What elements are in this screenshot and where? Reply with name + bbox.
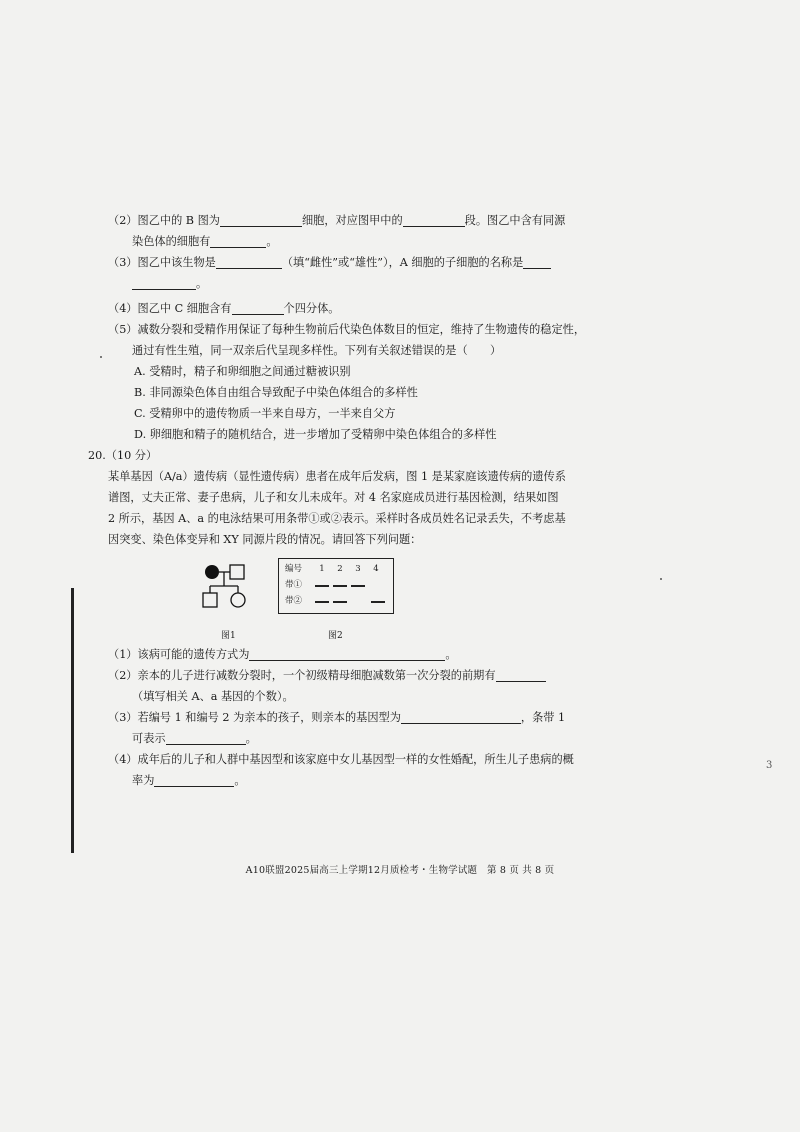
band1-row: 带① [285,578,389,592]
answer-blank[interactable] [216,254,282,269]
q5-line2: 通过有性生殖，同一双亲后代呈现多样性。下列有关叙述错误的是（ ） [132,344,502,357]
q3-line2: 。 [108,273,578,294]
band-mark [351,585,365,587]
band2-row: 带② [285,594,389,608]
q2-line1: （2）图乙中的 B 图为 细胞，对应图甲中的 段。图乙中含有同源 [108,214,566,227]
pedigree-chart [202,562,256,626]
figure-area [108,556,578,640]
answer-blank[interactable] [220,212,302,227]
q20-stem-line: 因突变、染色体变异和 XY 同源片段的情况。请回答下列问题： [108,533,422,546]
band-mark [333,601,347,603]
q20-stem-line: 谱图，丈夫正常、妻子患病，儿子和女儿未成年。对 4 名家庭成员进行基因检测，结果如图 [108,491,559,504]
answer-blank[interactable] [523,254,551,269]
daughter-circle [231,593,245,607]
q5-line1: （5）减数分裂和受精作用保证了每种生物前后代染色体数目的恒定，维持了生物遗传的稳定性， [108,323,586,336]
scan-edge-line [71,588,74,853]
answer-blank[interactable] [496,667,546,682]
s4-line1: （4）成年后的儿子和人群中基因型和该家庭中女儿基因型一样的女性婚配，所生儿子患病的概 [108,753,574,766]
answer-blank[interactable] [249,646,445,661]
electrophoresis-table [278,558,394,614]
s2-line1: （2）亲本的儿子进行减数分裂时，一个初级精母细胞减数第一次分裂的前期有 [108,665,578,686]
q5-option-b[interactable]: B. 非同源染色体自由组合导致配子中染色体组合的多样性 [134,386,418,399]
s3-line2: 可表示 。 [132,732,257,745]
answer-blank[interactable] [401,709,521,724]
table-header-row: 编号 1 2 3 4 [285,564,379,574]
mother-affected-circle [205,565,219,579]
q4-line: （4）图乙中 C 细胞含有 个四分体。 [108,302,340,315]
answer-blank[interactable] [232,300,284,315]
edge-page-mark: 3 [766,760,773,771]
band-mark [371,601,385,603]
s1-line: （1）该病可能的遗传方式为 。 [108,648,457,661]
scan-speck [660,578,662,580]
q5-option-d[interactable]: D. 卵细胞和精子的随机结合，进一步增加了受精卵中染色体组合的多样性 [134,428,497,441]
band-mark [315,601,329,603]
q2-line2: 染色体的细胞有 。 [132,235,278,248]
q20-stem-line: 某单基因（A/a）遗传病（显性遗传病）患者在成年后发病，图 1 是某家庭该遗传病的遗传系 [108,470,566,483]
father-square [230,565,244,579]
q20-header: 20.（10 分） [88,449,158,462]
page-footer: A10联盟2025届高三上学期12月质检考・生物学试题 第 8 页 共 8 页 [245,865,555,876]
fig1-caption: 图1 [221,631,236,641]
q5-option-a[interactable]: A. 受精时，精子和卵细胞之间通过糖被识别 [134,365,351,378]
s4-line2: 率为 。 [132,774,246,787]
answer-blank[interactable] [132,275,196,290]
q5-option-c[interactable]: C. 受精卵中的遗传物质一半来自母方，一半来自父方 [134,407,396,420]
s2-line2: （填写相关 A、a 基因的个数）。 [132,690,294,703]
band-mark [315,585,329,587]
q3-line1: （3）图乙中该生物是 （填“雌性”或“雄性”），A 细胞的子细胞的名称是 [108,252,578,273]
s3-line1: （3）若编号 1 和编号 2 为亲本的孩子，则亲本的基因型为 ，条带 1 [108,711,566,724]
band-mark [333,585,347,587]
answer-blank[interactable] [154,772,234,787]
q20-stem-line: 2 所示，基因 A、a 的电泳结果可用条带①或②表示。采样时各成员姓名记录丢失，不考虑基 [108,512,566,525]
question-content [88,210,586,791]
answer-blank[interactable] [403,212,465,227]
son-square [203,593,217,607]
answer-blank[interactable] [166,730,246,745]
scan-speck [100,356,102,358]
fig2-caption: 图2 [328,631,343,641]
answer-blank[interactable] [210,233,266,248]
